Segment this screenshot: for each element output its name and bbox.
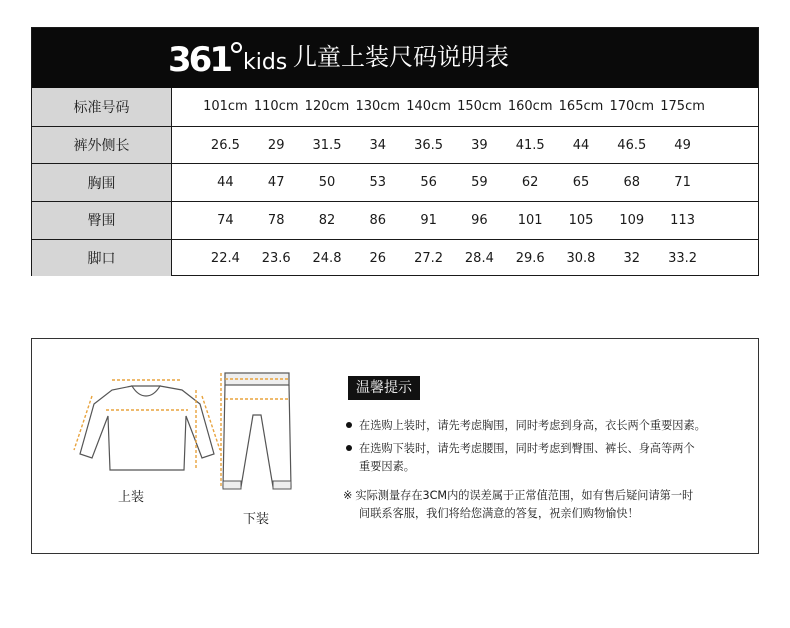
row-values	[172, 202, 758, 239]
table-cell: 32	[623, 250, 641, 266]
size-table	[31, 27, 759, 276]
table-cell: 31.5	[312, 137, 342, 153]
table-cell: 28.4	[464, 250, 494, 266]
table-cell: 96	[471, 212, 488, 228]
table-body	[32, 88, 758, 276]
table-cell: 86	[369, 212, 387, 228]
table-row	[32, 88, 758, 126]
table-cell: 22.4	[210, 250, 240, 266]
table-cell: 44	[572, 137, 590, 153]
table-cell: 41.5	[515, 137, 545, 153]
tip-note-continued: 间联系客服，我们将给您满意的答复，祝亲们购物愉快！	[359, 507, 639, 520]
tip-bullet-2-continued: 重要因素。	[359, 460, 415, 473]
row-label: 胸围	[32, 164, 172, 201]
bottom-garment-caption: 下装	[243, 512, 270, 527]
table-cell: 101cm	[203, 99, 248, 115]
table-cell: 130cm	[355, 99, 401, 115]
row-label: 标准号码	[32, 88, 172, 126]
table-cell: 113	[670, 212, 695, 228]
row-label: 裤外侧长	[32, 127, 172, 164]
row-values	[172, 88, 758, 126]
tip-note	[343, 487, 693, 505]
table-cell: 59	[471, 175, 488, 191]
row-label: 脚口	[32, 240, 172, 277]
top-garment-diagram	[62, 374, 232, 484]
bottom-garment-diagram	[217, 369, 297, 499]
brand-logo	[168, 36, 287, 80]
table-cell: 165cm	[558, 99, 604, 115]
table-cell: 24.8	[312, 250, 342, 266]
row-values	[172, 127, 758, 164]
table-cell: 50	[318, 175, 336, 191]
logo-number: 361	[168, 40, 230, 80]
table-cell: 49	[674, 137, 691, 153]
table-cell: 30.8	[566, 250, 596, 266]
table-cell: 175cm	[660, 99, 705, 115]
table-cell: 65	[572, 175, 590, 191]
table-cell: 46.5	[617, 137, 647, 153]
table-header-bar	[32, 28, 758, 88]
tip-bullet-2	[346, 440, 695, 458]
table-cell: 71	[674, 175, 691, 191]
table-cell: 44	[217, 175, 234, 191]
table-cell: 27.2	[414, 250, 444, 266]
table-cell: 120cm	[304, 99, 350, 115]
table-cell: 33.2	[668, 250, 698, 266]
table-cell: 74	[217, 212, 234, 228]
table-cell: 53	[369, 175, 387, 191]
row-values	[172, 164, 758, 201]
tips-heading: 温馨提示	[348, 376, 420, 400]
table-cell: 23.6	[261, 250, 291, 266]
table-cell: 26.5	[210, 137, 240, 153]
tips-box	[31, 338, 759, 554]
table-cell: 34	[369, 137, 387, 153]
tip-bullet-1-text: 在选购上装时，请先考虑胸围，同时考虑到身高，衣长两个重要因素。	[359, 419, 706, 432]
table-cell: 62	[521, 175, 539, 191]
tip-bullet-2-text: 在选购下装时，请先考虑腰围，同时考虑到臀围、裤长、身高等两个	[359, 442, 695, 455]
tip-bullet-1	[346, 417, 706, 435]
top-garment-caption: 上装	[118, 490, 145, 505]
table-cell: 150cm	[457, 99, 502, 115]
table-cell: 56	[420, 175, 437, 191]
reference-mark-icon: ※	[343, 489, 353, 502]
table-cell: 29.6	[515, 250, 545, 266]
table-cell: 29	[267, 137, 285, 153]
table-cell: 101	[517, 212, 543, 228]
table-cell: 39	[471, 137, 488, 153]
table-cell: 36.5	[414, 137, 444, 153]
table-cell: 47	[267, 175, 285, 191]
table-row	[32, 126, 758, 164]
logo-suffix: kids	[242, 50, 288, 75]
table-cell: 105	[568, 212, 594, 228]
table-cell: 109	[619, 212, 645, 228]
table-cell: 26	[369, 250, 387, 266]
row-label: 臀围	[32, 202, 172, 239]
bullet-icon	[346, 422, 352, 428]
logo-ring-icon	[231, 42, 242, 53]
table-row	[32, 239, 758, 277]
table-cell: 91	[420, 212, 437, 228]
table-cell: 82	[318, 212, 336, 228]
table-cell: 110cm	[253, 99, 299, 115]
table-cell: 160cm	[507, 99, 553, 115]
table-cell: 78	[267, 212, 285, 228]
row-values	[172, 240, 758, 277]
table-cell: 140cm	[406, 99, 451, 115]
table-cell: 170cm	[609, 99, 655, 115]
table-cell: 68	[623, 175, 641, 191]
tip-note-text: 实际测量存在3CM内的误差属于正常值范围，如有售后疑问请第一时	[355, 489, 694, 502]
table-title: 儿童上装尺码说明表	[293, 43, 509, 71]
table-row	[32, 201, 758, 239]
bullet-icon	[346, 445, 352, 451]
table-row	[32, 163, 758, 201]
